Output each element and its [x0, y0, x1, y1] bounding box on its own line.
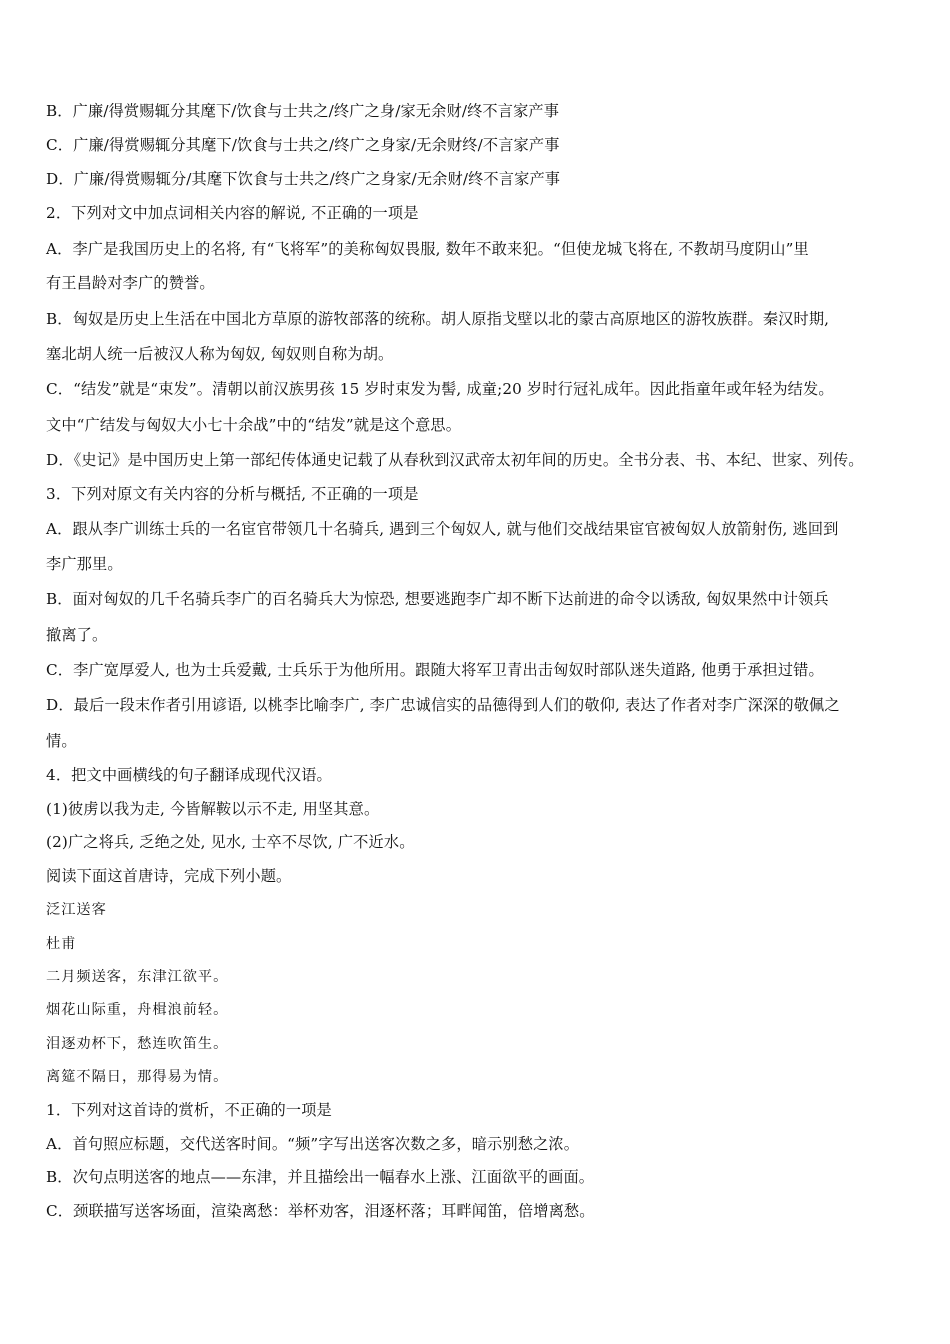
option-3c: C．李广宽厚爱人, 也为士兵爱戴, 士兵乐于为他所用。跟随大将军卫青出击匈奴时部队迷失道路, 他勇于承担过错。	[46, 661, 824, 679]
question-3: 3．下列对原文有关内容的分析与概括, 不正确的一项是	[46, 485, 419, 503]
poem-option-a: A．首句照应标题，交代送客时间。“频”字写出送客次数之多，暗示别愁之浓。	[46, 1135, 580, 1153]
option-2d: D．《史记》是中国历史上第一部纪传体通史记载了从春秋到汉武帝太初年间的历史。全书分表、书、本纪、世家、列传。	[46, 451, 864, 469]
poem-instruction: 阅读下面这首唐诗，完成下列小题。	[46, 867, 292, 885]
poem-line-1: 二月频送客，东津江欲平。	[46, 969, 229, 985]
poem-title: 泛江送客	[46, 902, 107, 918]
option-3d-line2: 情。	[46, 732, 77, 750]
poem-question-1: 1．下列对这首诗的赏析，不正确的一项是	[46, 1101, 332, 1119]
option-2a-line2: 有王昌龄对李广的赞誉。	[46, 274, 215, 292]
poem-line-4: 离筵不隔日，那得易为情。	[46, 1069, 229, 1085]
poem-option-b: B．次句点明送客的地点——东津，并且描绘出一幅春水上涨、江面欲平的画面。	[46, 1168, 595, 1186]
poem-option-c: C．颈联描写送客场面，渲染离愁：举杯劝客，泪逐杯落；耳畔闻笛，倍增离愁。	[46, 1202, 595, 1220]
option-1b: B．广廉/得赏赐辄分其麾下/饮食与士共之/终广之身/家无余财/终不言家产事	[46, 102, 560, 120]
option-2c-line2: 文中“广结发与匈奴大小七十余战”中的“结发”就是这个意思。	[46, 416, 462, 434]
option-2a-line1: A．李广是我国历史上的名将, 有“飞将军”的美称匈奴畏服, 数年不敢来犯。“但使龙城飞将在, 不教胡马度阴山”里	[46, 240, 809, 258]
option-3b-line1: B．面对匈奴的几千名骑兵李广的百名骑兵大为惊恐, 想要逃跑李广却不断下达前进的命令以诱敌, 匈奴果然中计领兵	[46, 590, 829, 608]
option-3a-line1: A．跟从李广训练士兵的一名宦官带领几十名骑兵, 遇到三个匈奴人, 就与他们交战结果宦官被匈奴人放箭射伤, 逃回到	[46, 520, 839, 538]
option-2c-line1: C．“结发”就是“束发”。清朝以前汉族男孩 15 岁时束发为髻, 成童;20 岁时行冠礼成年。因此指童年或年轻为结发。	[46, 380, 834, 398]
option-3a-line2: 李广那里。	[46, 555, 123, 573]
question-4-item-2: (2)广之将兵, 乏绝之处, 见水, 士卒不尽饮, 广不近水。	[46, 833, 415, 851]
option-1c: C．广廉/得赏赐辄分其麾下/饮食与士共之/终广之身家/无余财终/不言家产事	[46, 136, 560, 154]
question-4: 4．把文中画横线的句子翻译成现代汉语。	[46, 766, 332, 784]
question-2: 2．下列对文中加点词相关内容的解说, 不正确的一项是	[46, 204, 419, 222]
poem-author: 杜甫	[46, 936, 77, 952]
option-2b-line1: B．匈奴是历史上生活在中国北方草原的游牧部落的统称。胡人原指戈壁以北的蒙古高原地区的游牧族群。秦汉时期,	[46, 310, 830, 328]
question-4-item-1: (1)彼虏以我为走, 今皆解鞍以示不走, 用坚其意。	[46, 800, 380, 818]
option-3d-line1: D．最后一段末作者引用谚语, 以桃李比喻李广, 李广忠诚信实的品德得到人们的敬仰, 表达了作者对李广深深的敬佩之	[46, 696, 840, 714]
option-2b-line2: 塞北胡人统一后被汉人称为匈奴, 匈奴则自称为胡。	[46, 345, 394, 363]
option-1d: D．广廉/得赏赐辄分/其麾下饮食与士共之/终广之身家/无余财/终不言家产事	[46, 170, 561, 188]
option-3b-line2: 撤离了。	[46, 626, 108, 644]
poem-line-3: 泪逐劝杯下，愁连吹笛生。	[46, 1036, 229, 1052]
poem-line-2: 烟花山际重，舟楫浪前轻。	[46, 1002, 229, 1018]
